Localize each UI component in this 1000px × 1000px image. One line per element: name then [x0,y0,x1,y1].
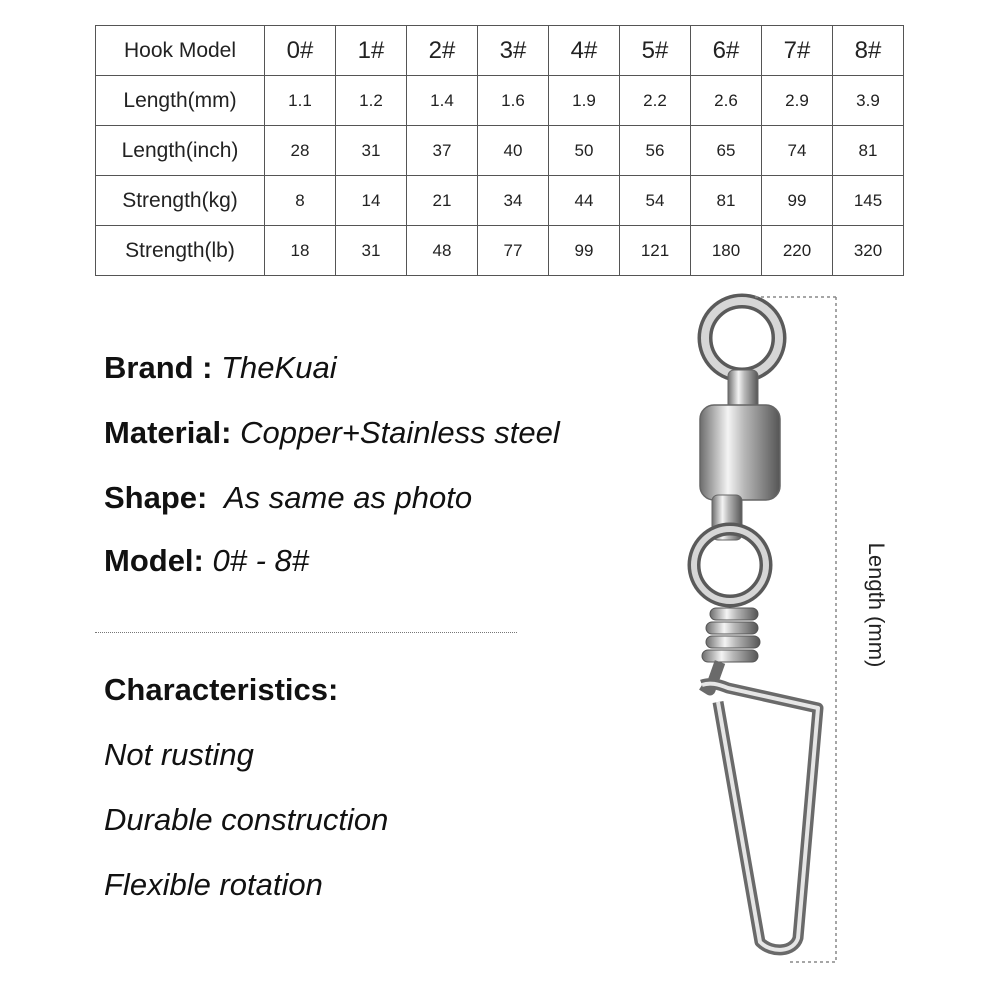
table-cell: 81 [833,126,904,176]
table-cell: 145 [833,176,904,226]
table-cell: 99 [762,176,833,226]
shape-label: Shape: [104,480,208,515]
table-cell: 2.9 [762,76,833,126]
table-row [96,76,904,126]
characteristic-item: Durable construction [104,802,389,837]
table-cell: 28 [265,126,336,176]
table-cell: 1.2 [336,76,407,126]
table-header-cell: 4# [549,26,620,76]
model-label: Model: [104,543,204,578]
table-cell: 31 [336,126,407,176]
shape-line [104,480,472,516]
table-cell: 1.1 [265,76,336,126]
table-cell: 18 [265,226,336,276]
table-cell: 180 [691,226,762,276]
table-header-cell: 0# [265,26,336,76]
table-row [96,226,904,276]
table-cell: 56 [620,126,691,176]
table-header-cell: 2# [407,26,478,76]
row-label: Length(mm) [96,76,265,126]
table-row [96,126,904,176]
brand-value: TheKuai [221,350,337,385]
table-cell: 65 [691,126,762,176]
table-row [96,176,904,226]
table-cell: 81 [691,176,762,226]
table-header-cell: 6# [691,26,762,76]
table-header-cell: 3# [478,26,549,76]
table-cell: 50 [549,126,620,176]
table-cell: 14 [336,176,407,226]
table-cell: 121 [620,226,691,276]
table-cell: 320 [833,226,904,276]
spec-table [95,25,904,276]
length-dimension-label: Length (mm) [864,542,889,668]
characteristic-item: Flexible rotation [104,867,323,902]
table-cell: 40 [478,126,549,176]
swivel-barrel [700,405,780,500]
table-cell: 77 [478,226,549,276]
section-divider [95,632,517,633]
table-cell: 54 [620,176,691,226]
table-header-cell: 8# [833,26,904,76]
table-header-label: Hook Model [96,26,265,76]
table-cell: 31 [336,226,407,276]
table-cell: 34 [478,176,549,226]
table-header-row [96,26,904,76]
table-cell: 1.9 [549,76,620,126]
model-value: 0# - 8# [212,543,310,578]
table-cell: 2.6 [691,76,762,126]
material-line [104,415,560,451]
snap-coil [702,608,760,662]
characteristics-title: Characteristics: [104,672,339,707]
table-cell: 1.6 [478,76,549,126]
table-header-cell: 7# [762,26,833,76]
row-label: Strength(kg) [96,176,265,226]
table-header-cell: 1# [336,26,407,76]
table-cell: 8 [265,176,336,226]
row-label: Strength(lb) [96,226,265,276]
table-cell: 74 [762,126,833,176]
table-cell: 3.9 [833,76,904,126]
table-cell: 99 [549,226,620,276]
table-cell: 37 [407,126,478,176]
characteristic-item: Not rusting [104,737,254,772]
table-cell: 220 [762,226,833,276]
table-cell: 44 [549,176,620,226]
material-label: Material: [104,415,232,450]
table-cell: 1.4 [407,76,478,126]
table-cell: 48 [407,226,478,276]
swivel-snap-image [680,290,850,970]
row-label: Length(inch) [96,126,265,176]
brand-line [104,350,337,386]
table-header-cell: 5# [620,26,691,76]
model-line [104,543,309,579]
shape-value: As same as photo [223,480,473,515]
table-cell: 21 [407,176,478,226]
upper-pin [728,370,758,410]
brand-label: Brand : [104,350,213,385]
material-value: Copper+Stainless steel [240,415,560,450]
table-cell: 2.2 [620,76,691,126]
